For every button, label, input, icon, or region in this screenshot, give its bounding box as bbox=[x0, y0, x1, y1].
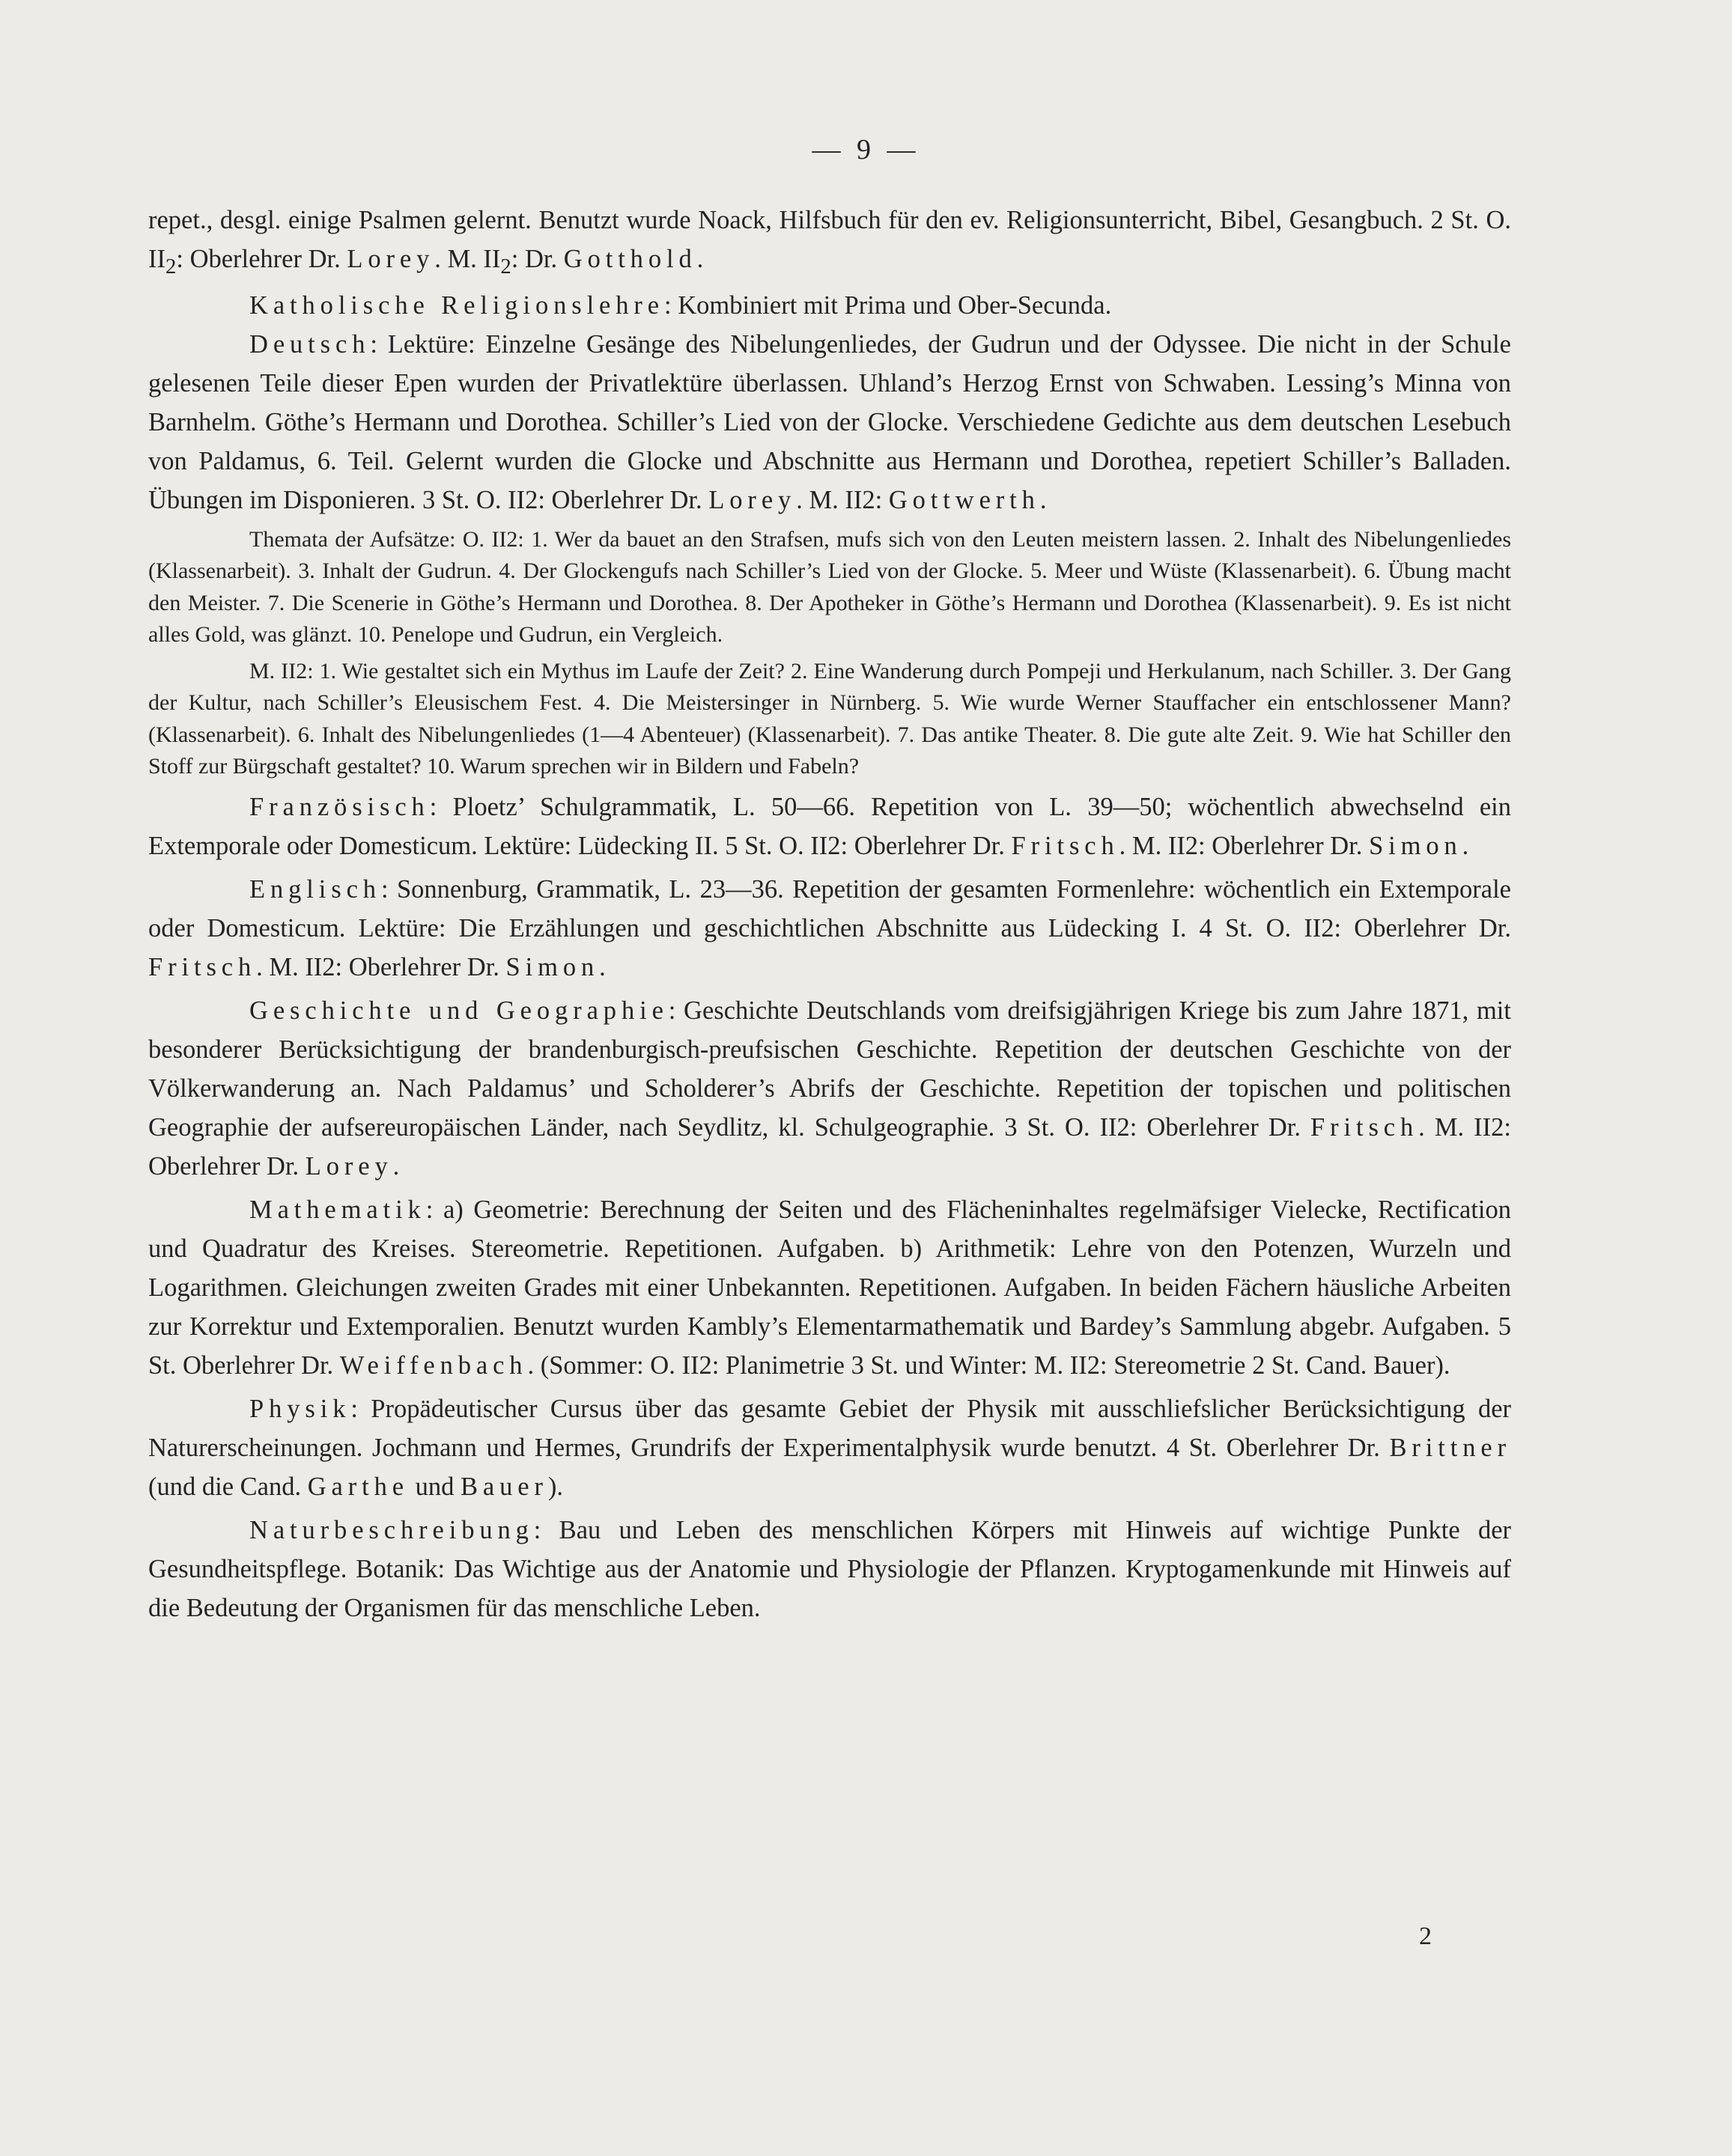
paragraph-mathematik: Mathematik: a) Geometrie: Berechnung der Seiten und des Flächeninhaltes regelmäfsiger Vielecke, Rectification und Quadratur des Kreises. Stereometrie. Repetitionen. Aufgaben. b) Arithmetik: Lehre von den Potenzen, Wurzeln und Logarithmen. Gleichungen zweiten Grades mit einer Unbekannten. Repetitionen. Aufgaben. In beiden Fächern häusliche Arbeiten zur Korrektur und Extemporalien. Benutzt wurden Kambly’s Elementarmathematik und Bardey’s Sammlung abgebr. Aufgaben. 5 St. Oberlehrer Dr. Weiffenbach. (Sommer: O. II2: Planimetrie 3 St. und Winter: M. II2: Stereometrie 2 St. Cand. Bauer). bbox=[148, 1195, 1511, 1380]
paragraph-religion-continued: repet., desgl. einige Psalmen gelernt. Benutzt wurde Noack, Hilfsbuch für den ev. Religionsunterricht, Bibel, Gesangbuch. 2 St. O. $II_2$: Oberlehrer Dr. Lorey. M. $II_2$: Dr. Gotthold. bbox=[148, 206, 1511, 278]
paragraph-essay-topics-m2: M. II2: 1. Wie gestaltet sich ein Mythus im Laufe der Zeit? 2. Eine Wanderung durch Pompeji und Herkulanum, nach Schiller. 3. Der Gang der Kultur, nach Schiller’s Eleusischem Fest. 4. Die Meistersinger in Nürnberg. 5. Wie wurde Werner Stauffacher ein entschlossener Mann? (Klassenarbeit). 6. Inhalt des Nibelungenliedes (1—4 Abenteuer) (Klassenarbeit). 7. Das antike Theater. 8. Die gute alte Zeit. 9. Wie hat Schiller den Stoff zur Bürgschaft gestaltet? 10. Warum sprechen wir in Bildern und Fabeln? bbox=[148, 658, 1511, 779]
teacher-name: Fritsch bbox=[148, 952, 257, 981]
page-body bbox=[148, 201, 1511, 1627]
paragraph-deutsch: Deutsch: Lektüre: Einzelne Gesänge des Nibelungenliedes, der Gudrun und der Odyssee. Die nicht in der Schule gelesenen Teile dieser Epen wurden der Privatlektüre überlassen. Uhland’s Herzog Ernst von Schwaben. Lessing’s Minna von Barnhelm. Göthe’s Hermann und Dorothea. Schiller’s Lied von der Glocke. Verschiedene Gedichte aus dem deutschen Lesebuch von Paldamus, 6. Teil. Gelernt wurden die Glocke und Abschnitte aus Hermann und Dorothea, repetiert Schiller’s Balladen. Übungen im Disponieren. 3 St. O. II2: Oberlehrer Dr. Lorey. M. II2: Gottwerth. bbox=[148, 329, 1511, 514]
subject-title: Mathematik bbox=[249, 1195, 426, 1224]
subject-title: Deutsch bbox=[249, 329, 371, 359]
teacher-name: Weiffenbach bbox=[339, 1350, 528, 1380]
paragraph-essay-topics-o2: Themata der Aufsätze: O. II2: 1. Wer da bauet an den Strafsen, mufs sich von den Leuten meistern lassen. 2. Inhalt des Nibelungenliedes (Klassenarbeit). 3. Inhalt der Gudrun. 4. Der Glockengufs nach Schiller’s Lied von der Glocke. 5. Meer und Wüste (Klassenarbeit). 6. Übung macht den Meister. 7. Die Scenerie in Göthe’s Hermann und Dorothea. 8. Der Apotheker in Göthe’s Hermann und Dorothea (Klassenarbeit). 9. Es ist nicht alles Gold, was glänzt. 10. Penelope und Gudrun, ein Vergleich. bbox=[148, 526, 1511, 648]
teacher-name: Simon bbox=[1369, 831, 1462, 860]
teacher-name: Lorey bbox=[347, 245, 435, 273]
paragraph-catholic-religion: Katholische Religionslehre: Kombiniert mit Prima und Ober-Secunda. bbox=[249, 290, 1112, 320]
teacher-name: Fritsch bbox=[1310, 1112, 1419, 1142]
teacher-name: Simon bbox=[505, 952, 600, 981]
paragraph-naturbeschreibung: Naturbeschreibung: Bau und Leben des menschlichen Körpers mit Hinweis auf wichtige Punkte der Gesundheitspflege. Botanik: Das Wichtige aus der Anatomie und Physiologie der Pflanzen. Kryptogamenkunde mit Hinweis auf die Bedeutung der Organismen für das menschliche Leben. bbox=[148, 1515, 1511, 1622]
teacher-name: Lorey bbox=[708, 485, 797, 514]
teacher-name: Brittner bbox=[1389, 1433, 1511, 1462]
subject-title: Englisch bbox=[249, 874, 381, 904]
teacher-name: Gotthold bbox=[563, 245, 697, 273]
teacher-name: Garthe bbox=[307, 1472, 409, 1501]
subject-title: Physik bbox=[249, 1394, 351, 1423]
subject-title: Themata der Aufsätze bbox=[249, 526, 450, 552]
teacher-name: Bauer bbox=[460, 1472, 548, 1501]
page-number: — 9 — bbox=[812, 134, 920, 165]
paragraph-physik: Physik: Propädeutischer Cursus über das gesamte Gebiet der Physik mit ausschliefslicher Berücksichtigung der Naturerscheinungen. Jochmann und Hermes, Grundrifs der Experimentalphysik wurde benutzt. 4 St. Oberlehrer Dr. Brittner (und die Cand. Garthe und Bauer). bbox=[148, 1394, 1511, 1501]
subject-title: Französisch bbox=[249, 792, 430, 821]
subject-title: Geschichte und Geographie bbox=[249, 996, 669, 1025]
signature-mark: 2 bbox=[1419, 1922, 1432, 1950]
teacher-name: Fritsch bbox=[1011, 831, 1119, 860]
subject-title: Katholische Religionslehre bbox=[249, 290, 665, 320]
paragraph-englisch: Englisch: Sonnenburg, Grammatik, L. 23—36. Repetition der gesamten Formenlehre: wöchentlich ein Extemporale oder Domesticum. Lektüre: Die Erzählungen und geschichtlichen Abschnitte aus Lüdecking I. 4 St. O. II2: Oberlehrer Dr. Fritsch. M. II2: Oberlehrer Dr. Simon. bbox=[148, 874, 1511, 981]
subject-title: Naturbeschreibung bbox=[249, 1515, 534, 1544]
paragraph-franzoesisch: Französisch: Ploetz’ Schulgrammatik, L. 50—66. Repetition von L. 39—50; wöchentlich abwechselnd ein Extemporale oder Domesticum. Lektüre: Lüdecking II. 5 St. O. II2: Oberlehrer Dr. Fritsch. M. II2: Oberlehrer Dr. Simon. bbox=[148, 792, 1511, 860]
paragraph-geschichte-geographie: Geschichte und Geographie: Geschichte Deutschlands vom dreifsigjährigen Kriege bis zum Jahre 1871, mit besonderer Berücksichtigung der brandenburgisch-preufsischen Geschichte. Repetition der deutschen Geschichte von der Völkerwanderung an. Nach Paldamus’ und Scholderer’s Abrifs der Geschichte. Repetition der topischen und politischen Geographie der aufsereuropäischen Länder, nach Seydlitz, kl. Schulgeographie. 3 St. O. II2: Oberlehrer Dr. Fritsch. M. II2: Oberlehrer Dr. Lorey. bbox=[148, 996, 1511, 1181]
teacher-name: Gottwerth bbox=[888, 485, 1040, 514]
teacher-name: Lorey bbox=[305, 1151, 393, 1181]
